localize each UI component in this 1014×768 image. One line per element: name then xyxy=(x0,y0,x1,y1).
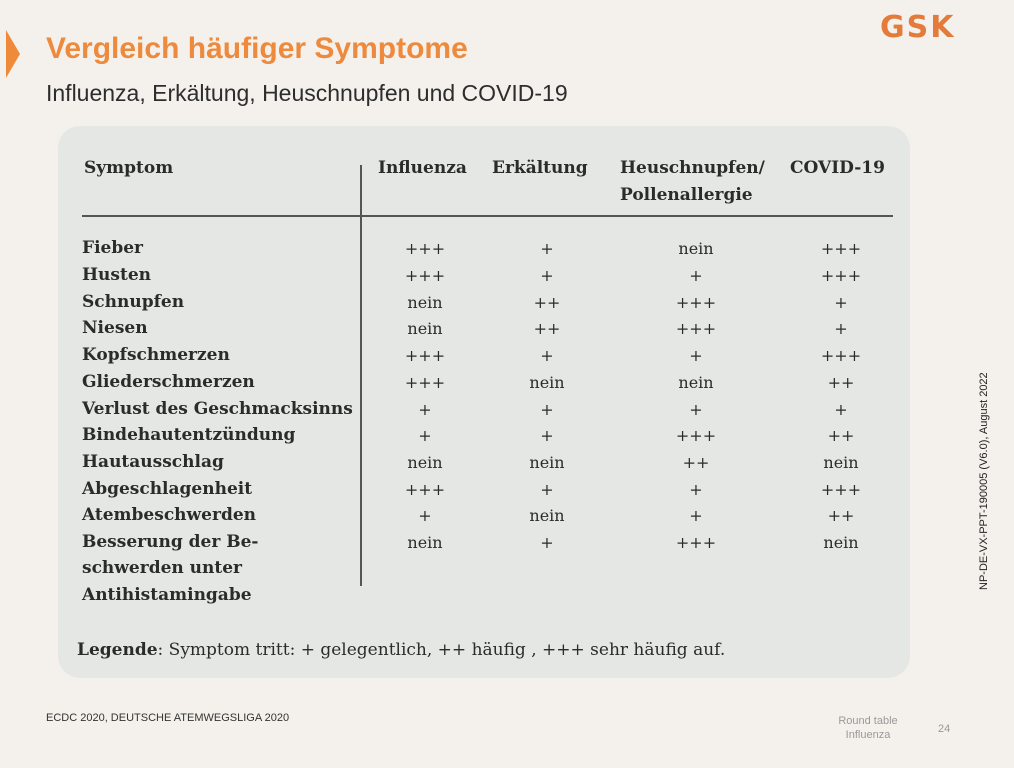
cell: +++ xyxy=(404,266,446,285)
header-covid: COVID-19 xyxy=(790,158,885,178)
legend xyxy=(77,640,725,660)
cell: + xyxy=(418,506,432,525)
cell: + xyxy=(834,400,848,419)
symptom-husten: Husten xyxy=(82,265,152,285)
header-erkaeltung: Erkältung xyxy=(492,158,588,178)
cell: +++ xyxy=(404,373,446,392)
cell: nein xyxy=(529,373,565,392)
cell: + xyxy=(689,506,703,525)
cell: +++ xyxy=(675,319,717,338)
symptom-hautausschlag: Hautausschlag xyxy=(82,452,224,472)
cell: + xyxy=(540,426,554,445)
gsk-logo: GSK xyxy=(880,10,956,45)
cell: + xyxy=(689,346,703,365)
symptom-besserung-line2: schwerden unter xyxy=(82,558,243,578)
cell: +++ xyxy=(675,293,717,312)
cell: nein xyxy=(407,293,443,312)
symptom-schnupfen: Schnupfen xyxy=(82,292,185,312)
cell: + xyxy=(540,346,554,365)
source-footer: ECDC 2020, DEUTSCHE ATEMWEGSLIGA 2020 xyxy=(46,712,290,724)
cell: +++ xyxy=(820,480,862,499)
cell: + xyxy=(418,400,432,419)
header-influenza: Influenza xyxy=(378,158,467,178)
cell: + xyxy=(540,400,554,419)
header-heuschnupfen: Heuschnupfen/ xyxy=(620,158,765,178)
cell: nein xyxy=(529,506,565,525)
cell: +++ xyxy=(820,346,862,365)
cell: nein xyxy=(823,533,859,552)
cell: + xyxy=(418,426,432,445)
cell: nein xyxy=(529,453,565,472)
document-code: NP-DE-VX-PPT-190005 (V6.0), August 2022 xyxy=(978,372,990,590)
cell: ++ xyxy=(682,453,710,472)
cell: ++ xyxy=(533,319,561,338)
cell: nein xyxy=(823,453,859,472)
symptom-besserung-line3: Antihistamingabe xyxy=(82,585,252,605)
arrow-marker-icon xyxy=(6,30,20,78)
cell: + xyxy=(689,266,703,285)
cell: +++ xyxy=(675,426,717,445)
cell: +++ xyxy=(820,239,862,258)
cell: nein xyxy=(407,453,443,472)
cell: + xyxy=(540,266,554,285)
cell: + xyxy=(540,480,554,499)
cell: nein xyxy=(407,319,443,338)
cell: +++ xyxy=(404,346,446,365)
cell: + xyxy=(689,480,703,499)
cell: +++ xyxy=(404,480,446,499)
legend-label: Legende xyxy=(77,640,158,660)
symptom-abgeschlagenheit: Abgeschlagenheit xyxy=(82,479,253,499)
header-divider xyxy=(82,215,893,217)
cell: + xyxy=(540,533,554,552)
cell: + xyxy=(834,293,848,312)
symptom-gliederschmerzen: Gliederschmerzen xyxy=(82,372,255,392)
page-subtitle: Influenza, Erkältung, Heuschnupfen und COVID-19 xyxy=(46,80,568,106)
cell: ++ xyxy=(827,373,855,392)
symptom-fieber: Fieber xyxy=(82,238,144,258)
symptom-atembeschwerden: Atembeschwerden xyxy=(82,505,257,525)
cell: +++ xyxy=(675,533,717,552)
page-number: 24 xyxy=(938,723,951,735)
cell: + xyxy=(689,400,703,419)
cell: nein xyxy=(678,239,714,258)
cell: +++ xyxy=(404,239,446,258)
symptom-niesen: Niesen xyxy=(82,318,148,338)
cell: nein xyxy=(678,373,714,392)
cell: ++ xyxy=(533,293,561,312)
cell: + xyxy=(834,319,848,338)
cell: ++ xyxy=(827,426,855,445)
cell: + xyxy=(540,239,554,258)
cell: +++ xyxy=(820,266,862,285)
legend-text: : Symptom tritt: + gelegentlich, ++ häufig , +++ sehr häufig auf. xyxy=(157,640,726,660)
symptom-kopfschmerzen: Kopfschmerzen xyxy=(82,345,230,365)
round-table-line2: Influenza xyxy=(845,729,891,741)
round-table-label xyxy=(838,714,898,742)
round-table-line1: Round table xyxy=(838,715,898,727)
symptom-bindehautentzuendung: Bindehautentzündung xyxy=(82,425,296,445)
page-title: Vergleich häufiger Symptome xyxy=(46,32,468,65)
symptom-geschmacksverlust: Verlust des Geschmacksinns xyxy=(82,399,353,419)
cell: nein xyxy=(407,533,443,552)
header-pollenallergie: Pollenallergie xyxy=(620,185,753,205)
column-divider xyxy=(360,165,362,586)
cell: ++ xyxy=(827,506,855,525)
symptom-besserung-line1: Besserung der Be- xyxy=(82,532,259,552)
header-symptom: Symptom xyxy=(84,158,174,178)
